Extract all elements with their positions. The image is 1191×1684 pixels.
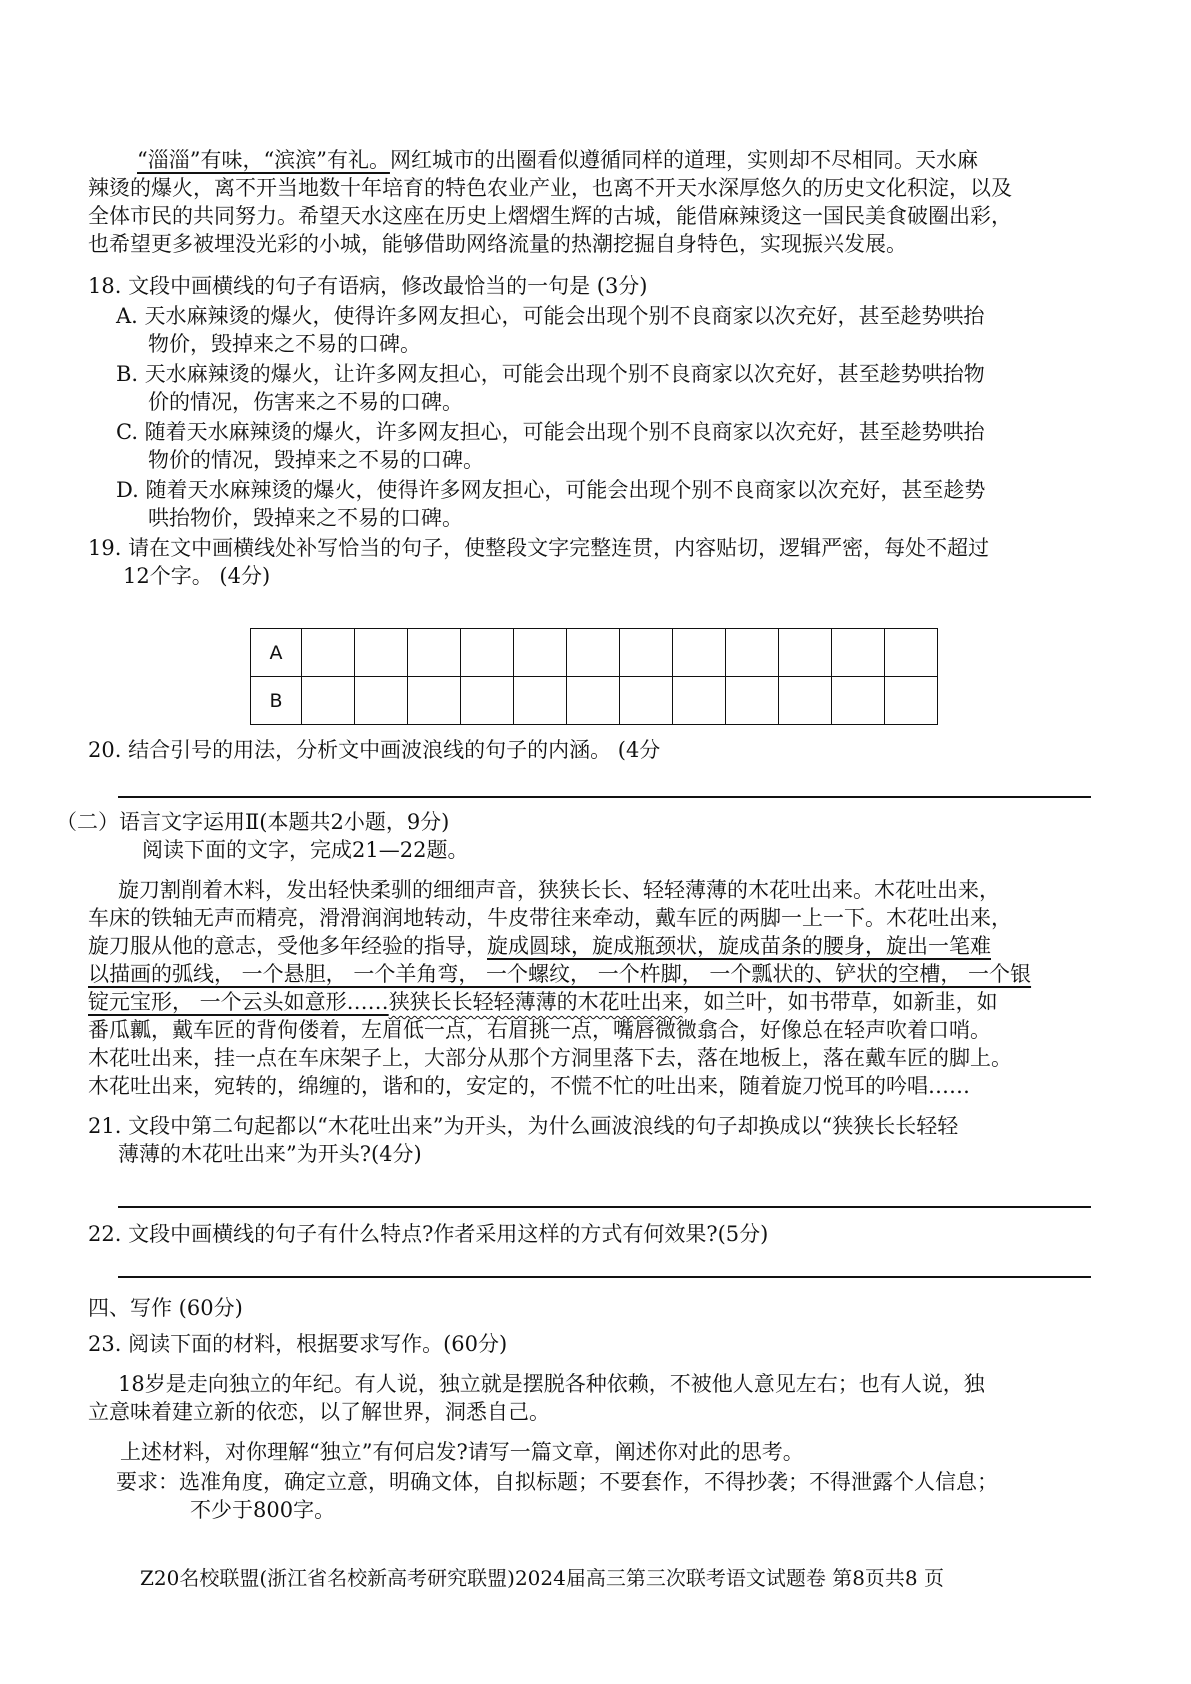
passage1-line1: “淄淄”有味，“滨滨”有礼。网红城市的出圈看似遵循同样的道理，实则却不尽相同。天水麻 bbox=[137, 148, 978, 172]
answer-cell[interactable] bbox=[673, 677, 726, 725]
q19-row-b-label: B bbox=[251, 677, 302, 725]
answer-cell[interactable] bbox=[726, 677, 779, 725]
passage1-line3: 全体市民的共同努力。希望天水这座在历史上熠熠生辉的古城，能借麻辣烫这一国民美食破圈出彩， bbox=[88, 204, 1012, 228]
page-footer: Z20名校联盟(浙江省名校新高考研究联盟)2024届高三第三次联考语文试题卷 第8页共8 页 bbox=[140, 1566, 945, 1590]
q23-requirements: 要求：选准角度，确定立意，明确文体，自拟标题；不要套作，不得抄袭；不得泄露个人信息； bbox=[116, 1470, 998, 1494]
passage1-underlined-blank: “淄淄”有味，“滨滨”有礼。 bbox=[137, 148, 390, 172]
q18-option-c-cont: 物价的情况，毁掉来之不易的口碑。 bbox=[148, 448, 484, 472]
q18-option-b: B. 天水麻辣烫的爆火，让许多网友担心，可能会出现个别不良商家以次充好，甚至趁势哄抬物 bbox=[116, 362, 985, 386]
q20-answer-line[interactable] bbox=[118, 796, 1091, 798]
q20-stem: 20. 结合引号的用法，分析文中画波浪线的句子的内涵。 (4分 bbox=[88, 738, 661, 762]
q18-option-b-cont: 价的情况，伤害来之不易的口碑。 bbox=[148, 390, 463, 414]
passage1-line4: 也希望更多被埋没光彩的小城，能够借助网络流量的热潮挖掘自身特色，实现振兴发展。 bbox=[88, 232, 907, 256]
q18-option-c: C. 随着天水麻辣烫的爆火，许多网友担心，可能会出现个别不良商家以次充好，甚至趁势哄抬 bbox=[116, 420, 985, 444]
passage2-line1: 旋刀割削着木料，发出轻快柔驯的细细声音，狭狭长长、轻轻薄薄的木花吐出来。木花吐出来， bbox=[118, 878, 1000, 902]
answer-cell[interactable] bbox=[620, 677, 673, 725]
q21-stem-cont: 薄薄的木花吐出来”为开头?(4分) bbox=[118, 1142, 422, 1166]
answer-cell[interactable] bbox=[514, 629, 567, 677]
answer-cell[interactable] bbox=[355, 677, 408, 725]
q18-stem: 18. 文段中画横线的句子有语病，修改最恰当的一句是 (3分) bbox=[88, 274, 648, 298]
answer-cell[interactable] bbox=[514, 677, 567, 725]
answer-cell[interactable] bbox=[673, 629, 726, 677]
section4-title: 四、写作 (60分) bbox=[88, 1296, 243, 1320]
passage2-line2: 车床的铁轴无声而精亮，滑滑润润地转动，牛皮带往来牵动，戴车匠的两脚一上一下。木花吐出来， bbox=[88, 906, 1012, 930]
answer-cell[interactable] bbox=[408, 677, 461, 725]
passage2-line7: 木花吐出来，挂一点在车床架子上，大部分从那个方洞里落下去，落在地板上，落在戴车匠的脚上。 bbox=[88, 1046, 1012, 1070]
q23-requirements-cont: 不少于800字。 bbox=[190, 1498, 336, 1522]
q19-row-b bbox=[251, 677, 938, 725]
answer-cell[interactable] bbox=[567, 629, 620, 677]
q19-stem: 19. 请在文中画横线处补写恰当的句子，使整段文字完整连贯，内容贴切，逻辑严密，每处不超过 bbox=[88, 536, 990, 560]
passage2-line5: 锭元宝形， 一个云头如意形……狭狭长长轻轻薄薄的木花吐出来，如兰叶，如书带草，如新韭，如 bbox=[88, 990, 998, 1014]
q18-option-a-cont: 物价，毁掉来之不易的口碑。 bbox=[148, 332, 421, 356]
q22-stem: 22. 文段中画横线的句子有什么特点?作者采用这样的方式有何效果?(5分) bbox=[88, 1222, 769, 1246]
answer-cell[interactable] bbox=[461, 677, 514, 725]
answer-cell[interactable] bbox=[302, 677, 355, 725]
q23-prompt: 上述材料，对你理解“独立”有何启发?请写一篇文章，阐述你对此的思考。 bbox=[120, 1440, 804, 1464]
answer-cell[interactable] bbox=[302, 629, 355, 677]
answer-cell[interactable] bbox=[779, 677, 832, 725]
q23-material-line2: 立意味着建立新的依恋，以了解世界，洞悉自己。 bbox=[88, 1400, 550, 1424]
q22-answer-line[interactable] bbox=[118, 1276, 1091, 1278]
passage1-line2: 辣烫的爆火，离不开当地数十年培育的特色农业产业，也离不开天水深厚悠久的历史文化积淀，以及 bbox=[88, 176, 1012, 200]
section2-intro: 阅读下面的文字，完成21—22题。 bbox=[142, 838, 469, 862]
answer-cell[interactable] bbox=[885, 677, 938, 725]
passage2-line6: 番瓜瓤，戴车匠的背佝偻着，左眉低一点，右眉挑一点，嘴唇微微翕合，好像总在轻声吹着口哨。 bbox=[88, 1018, 991, 1042]
passage2-line3: 旋刀服从他的意志，受他多年经验的指导，旋成圆球，旋成瓶颈状，旋成苗条的腰身，旋出一笔难 bbox=[88, 934, 991, 958]
answer-cell[interactable] bbox=[567, 677, 620, 725]
q19-stem-cont: 12个字。 (4分) bbox=[123, 564, 271, 588]
q18-option-d: D. 随着天水麻辣烫的爆火，使得许多网友担心，可能会出现个别不良商家以次充好，甚至趁势 bbox=[116, 478, 986, 502]
answer-cell[interactable] bbox=[885, 629, 938, 677]
q21-answer-line[interactable] bbox=[118, 1206, 1091, 1208]
q23-material-line1: 18岁是走向独立的年纪。有人说，独立就是摆脱各种依赖，不被他人意见左右；也有人说，独 bbox=[118, 1372, 985, 1396]
answer-cell[interactable] bbox=[620, 629, 673, 677]
answer-cell[interactable] bbox=[355, 629, 408, 677]
passage2-line4: 以描画的弧线， 一个悬胆， 一个羊角弯， 一个螺纹， 一个杵脚， 一个瓢状的、铲状的空槽， 一个银 bbox=[88, 962, 1032, 986]
answer-cell[interactable] bbox=[726, 629, 779, 677]
passage2-underlined-sentence: 旋成圆球，旋成瓶颈状，旋成苗条的腰身，旋出一笔难 bbox=[487, 934, 991, 958]
q19-row-a-label: A bbox=[251, 629, 302, 677]
q18-option-d-cont: 哄抬物价，毁掉来之不易的口碑。 bbox=[148, 506, 463, 530]
answer-cell[interactable] bbox=[779, 629, 832, 677]
q19-answer-grid bbox=[250, 628, 938, 725]
answer-cell[interactable] bbox=[832, 677, 885, 725]
answer-cell[interactable] bbox=[461, 629, 514, 677]
q21-stem: 21. 文段中第二句起都以“木花吐出来”为开头，为什么画波浪线的句子却换成以“狭狭长长轻轻 bbox=[88, 1114, 959, 1138]
answer-cell[interactable] bbox=[408, 629, 461, 677]
passage2-underlined-end: 锭元宝形， 一个云头如意形…… bbox=[88, 990, 389, 1014]
q18-option-a: A. 天水麻辣烫的爆火，使得许多网友担心，可能会出现个别不良商家以次充好，甚至趁势哄抬 bbox=[116, 304, 985, 328]
answer-cell[interactable] bbox=[832, 629, 885, 677]
q23-stem: 23. 阅读下面的材料，根据要求写作。(60分) bbox=[88, 1332, 508, 1356]
section2-title: （二）语言文字运用Ⅱ(本题共2小题，9分) bbox=[56, 810, 450, 834]
q19-row-a bbox=[251, 629, 938, 677]
passage2-line8: 木花吐出来，宛转的，绵缠的，谐和的，安定的，不慌不忙的吐出来，随着旋刀悦耳的吟唱…… bbox=[88, 1074, 970, 1098]
passage2-wavy-sentence: 狭狭长长轻轻薄薄的木花吐出来 bbox=[388, 990, 683, 1014]
